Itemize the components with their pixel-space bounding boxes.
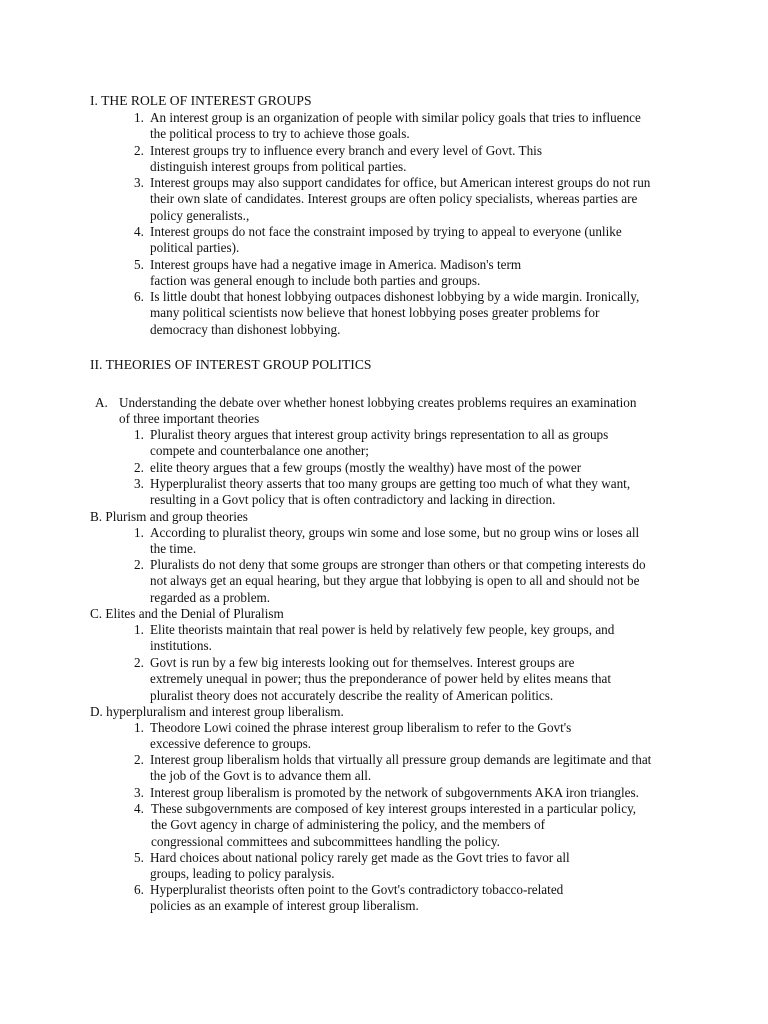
item-text-line: Interest groups may also support candidates for office, but American interest groups do not run (150, 175, 651, 190)
item-text-line: Interest group liberalism holds that virtually all pressure group demands are legitimate and that (150, 752, 652, 767)
item-number: 2. (134, 460, 144, 475)
item-text-line: the time. (150, 541, 197, 557)
subsection-heading: C. Elites and the Denial of Pluralism (90, 606, 284, 621)
item-text-line: Interest groups try to influence every branch and every level of Govt. This (150, 143, 542, 158)
subsection-text-line: Understanding the debate over whether honest lobbying creates problems requires an examination (119, 395, 637, 410)
subsection-text-line: of three important theories (119, 411, 260, 427)
item-number: 6. (134, 882, 144, 897)
item-number: 2. (134, 752, 144, 767)
item-text-line: Elite theorists maintain that real power is held by relatively few people, key groups, and (150, 622, 615, 637)
item-number: 4. (134, 801, 144, 816)
item-number: 1. (134, 427, 144, 442)
item-text-line: regarded as a problem. (150, 589, 271, 605)
item-text-line: congressional committees and subcommittees handling the policy. (151, 833, 500, 849)
subsection-label: A. (95, 395, 108, 410)
item-text-line: extremely unequal in power; thus the preponderance of power held by elites means that (150, 671, 612, 687)
subsection-heading: B. Plurism and group theories (90, 509, 248, 524)
item-text-line: Hyperpluralist theory asserts that too many groups are getting too much of what they want, (150, 476, 631, 491)
item-text-line: their own slate of candidates. Interest groups are often policy specialists, whereas parties are (150, 191, 638, 207)
item-number: 1. (134, 720, 144, 735)
item-text-line: Is little doubt that honest lobbying outpaces dishonest lobbying by a wide margin. Ironically, (150, 289, 640, 304)
item-number: 5. (134, 257, 144, 272)
item-text-line: Interest group liberalism is promoted by the network of subgovernments AKA iron triangles. (150, 785, 639, 800)
item-text-line: the political process to try to achieve those goals. (150, 126, 410, 142)
item-text-line: political parties). (150, 240, 240, 256)
item-text-line: According to pluralist theory, groups win some and lose some, but no group wins or loses all (150, 525, 640, 540)
item-text-line: institutions. (150, 638, 212, 654)
item-number: 1. (134, 110, 144, 125)
item-text-line: groups, leading to policy paralysis. (150, 866, 335, 882)
item-text-line: many political scientists now believe that honest lobbying poses greater problems for (150, 305, 600, 321)
item-text-line: Theodore Lowi coined the phrase interest group liberalism to refer to the Govt's (150, 720, 572, 735)
item-text-line: the Govt agency in charge of administering the policy, and the members of (151, 817, 546, 833)
item-text-line: democracy than dishonest lobbying. (150, 321, 341, 337)
item-text-line: Interest groups have had a negative image in America. Madison's term (150, 257, 522, 272)
item-number: 2. (134, 143, 144, 158)
item-number: 6. (134, 289, 144, 304)
item-number: 2. (134, 557, 144, 572)
section-heading: II. THEORIES OF INTEREST GROUP POLITICS (90, 357, 372, 372)
item-number: 1. (134, 622, 144, 637)
item-text-line: These subgovernments are composed of key interest groups interested in a particular policy, (151, 801, 637, 816)
item-number: 3. (134, 785, 144, 800)
item-text-line: the job of the Govt is to advance them all. (150, 768, 372, 784)
item-text-line: distinguish interest groups from political parties. (150, 159, 407, 175)
item-number: 4. (134, 224, 144, 239)
subsection-heading: D. hyperpluralism and interest group liberalism. (90, 704, 344, 719)
item-number: 3. (134, 175, 144, 190)
item-number: 5. (134, 850, 144, 865)
item-text-line: Interest groups do not face the constraint imposed by trying to appeal to everyone (unlike (150, 224, 622, 239)
item-text-line: Hard choices about national policy rarely get made as the Govt tries to favor all (150, 850, 570, 865)
item-text-line: excessive deference to groups. (150, 736, 312, 752)
item-text-line: policy generalists., (150, 207, 250, 223)
item-text-line: Pluralist theory argues that interest group activity brings representation to all as groups (150, 427, 609, 442)
item-text-line: compete and counterbalance one another; (150, 443, 369, 459)
item-text-line: resulting in a Govt policy that is often contradictory and lacking in direction. (150, 492, 556, 508)
item-text-line: faction was general enough to include both parties and groups. (150, 273, 481, 289)
item-number: 1. (134, 525, 144, 540)
item-text-line: An interest group is an organization of people with similar policy goals that tries to influence (150, 110, 641, 125)
section-heading: I. THE ROLE OF INTEREST GROUPS (90, 93, 312, 108)
item-text-line: Hyperpluralist theorists often point to the Govt's contradictory tobacco-related (150, 882, 564, 897)
item-text-line: pluralist theory does not accurately describe the reality of American politics. (150, 687, 554, 703)
item-text-line: Govt is run by a few big interests looking out for themselves. Interest groups are (150, 655, 575, 670)
item-number: 2. (134, 655, 144, 670)
item-text-line: Pluralists do not deny that some groups are stronger than others or that competing interests do (150, 557, 646, 572)
item-text-line: elite theory argues that a few groups (mostly the wealthy) have most of the power (150, 460, 582, 475)
item-number: 3. (134, 476, 144, 491)
item-text-line: not always get an equal hearing, but they argue that lobbying is open to all and should not be (150, 573, 640, 589)
item-text-line: policies as an example of interest group liberalism. (150, 898, 419, 914)
